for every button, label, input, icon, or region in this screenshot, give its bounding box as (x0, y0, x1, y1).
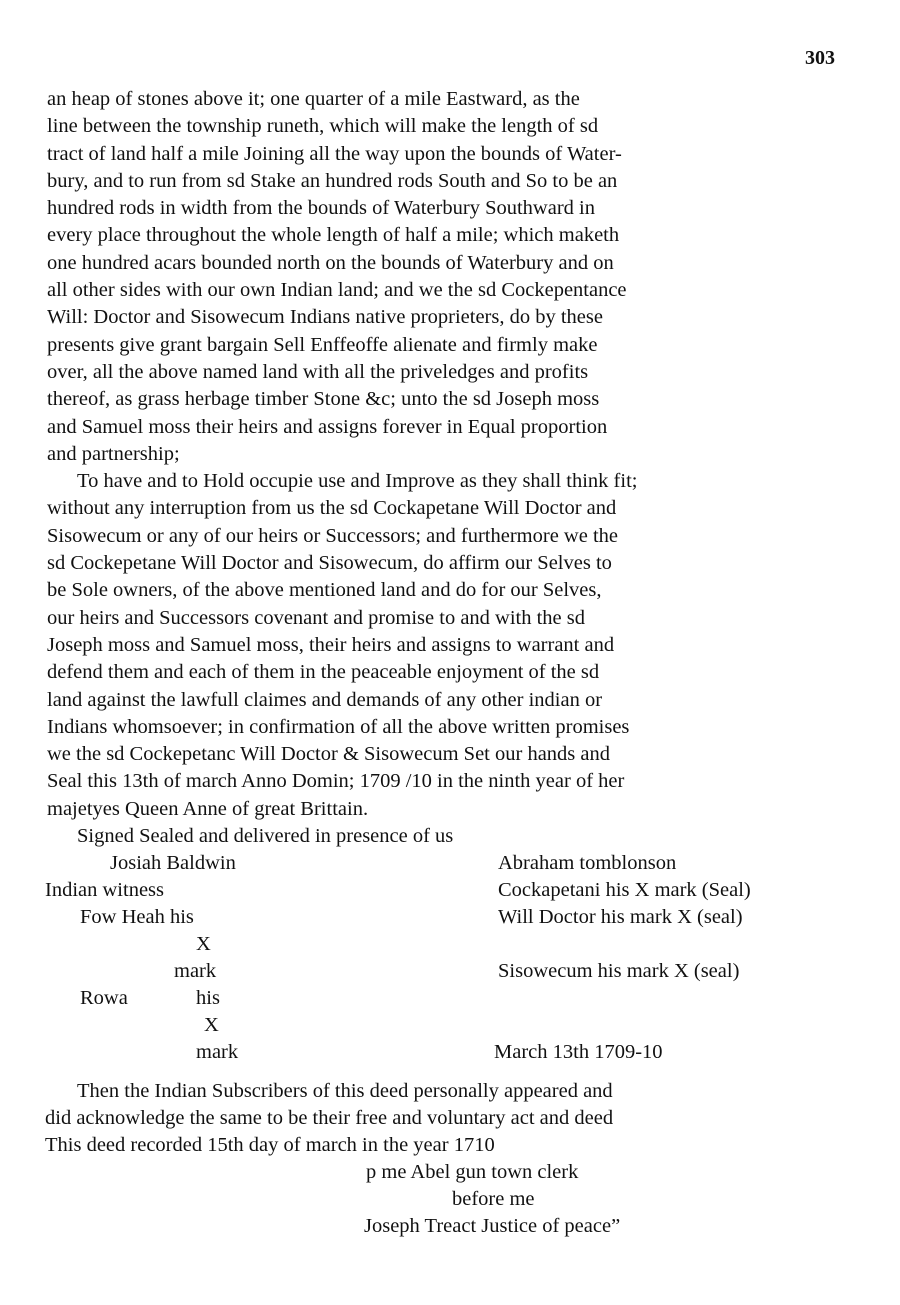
text-line: all other sides with our own Indian land; and we the sd Cockepentance (47, 279, 627, 302)
text-line: Will: Doctor and Sisowecum Indians native proprieters, do by these (47, 306, 603, 329)
text-line: an heap of stones above it; one quarter of a mile Eastward, as the (47, 88, 580, 110)
text-line: To have and to Hold occupie use and Improve as they shall think fit; (77, 470, 638, 493)
indian-witness-heading: Indian witness (45, 879, 164, 901)
text-line: Sisowecum or any of our heirs or Successors; and furthermore we the (47, 524, 618, 547)
text-line: our heirs and Successors covenant and promise to and with the sd (47, 606, 586, 629)
signed-line: Signed Sealed and delivered in presence of us (77, 825, 454, 848)
text-line: line between the township runeth, which will make the length of sd (47, 115, 599, 138)
text-line: and partnership; (47, 442, 180, 465)
witness-fow-heah: Fow Heah his (80, 906, 194, 928)
rowa-x-mark: X (204, 1014, 219, 1036)
text-line: Joseph moss and Samuel moss, their heirs and assigns to warrant and (47, 633, 615, 656)
text-line: hundred rods in width from the bounds of Waterbury Southward in (47, 197, 595, 220)
fow-heah-x-mark: X (196, 933, 211, 955)
text-line: Seal this 13th of march Anno Domin; 1709 /10 in the ninth year of her (47, 770, 625, 793)
signing-date: March 13th 1709-10 (494, 1041, 663, 1063)
before-me-line: before me (452, 1188, 535, 1210)
text-line: sd Cockepetane Will Doctor and Sisowecum, do affirm our Selves to (47, 552, 612, 575)
text-line: defend them and each of them in the peaceable enjoyment of the sd (47, 661, 600, 684)
text-line: every place throughout the whole length of half a mile; which maketh (47, 224, 620, 247)
signer-abraham: Abraham tomblonson (498, 852, 677, 874)
acknowledgement-line: Then the Indian Subscribers of this deed personally appeared and (77, 1080, 613, 1102)
text-line: over, all the above named land with all the priveledges and profits (47, 360, 589, 383)
signer-cockapetani: Cockapetani his X mark (Seal) (498, 879, 751, 901)
text-line: be Sole owners, of the above mentioned land and do for our Selves, (47, 579, 602, 602)
deed-body (47, 86, 877, 850)
witness-rowa: Rowa (80, 987, 128, 1009)
rowa-mark-label: mark (196, 1041, 239, 1063)
text-line: thereof, as grass herbage timber Stone &c; unto the sd Joseph moss (47, 388, 600, 411)
text-line: presents give grant bargain Sell Enffeoffe alienate and firmly make (47, 333, 598, 356)
text-line: bury, and to run from sd Stake an hundred rods South and So to be an (47, 169, 618, 192)
rowa-his: his (196, 987, 220, 1009)
text-line: and Samuel moss their heirs and assigns forever in Equal proportion (47, 415, 608, 438)
signer-sisowecum: Sisowecum his mark X (seal) (498, 960, 740, 982)
justice-line: Joseph Treact Justice of peace” (364, 1215, 621, 1237)
acknowledgement-line: This deed recorded 15th day of march in the year 1710 (45, 1134, 495, 1156)
text-line: Indians whomsoever; in confirmation of all the above written promises (47, 715, 630, 738)
text-line: land against the lawfull claimes and demands of any other indian or (47, 688, 603, 711)
page-number: 303 (805, 47, 835, 69)
text-line: majetyes Queen Anne of great Brittain. (47, 797, 369, 820)
signer-will-doctor: Will Doctor his mark X (seal) (498, 906, 743, 928)
fow-heah-mark-label: mark (174, 960, 217, 982)
text-line: tract of land half a mile Joining all the way upon the bounds of Water- (47, 142, 622, 165)
text-line: without any interruption from us the sd Cockapetane Will Doctor and (47, 497, 617, 520)
text-line: we the sd Cockepetanc Will Doctor & Sisowecum Set our hands and (47, 743, 610, 766)
witness-josiah: Josiah Baldwin (110, 852, 236, 874)
town-clerk-line: p me Abel gun town clerk (366, 1161, 579, 1183)
acknowledgement-line: did acknowledge the same to be their free and voluntary act and deed (45, 1107, 614, 1129)
text-line: one hundred acars bounded north on the bounds of Waterbury and on (47, 251, 614, 274)
